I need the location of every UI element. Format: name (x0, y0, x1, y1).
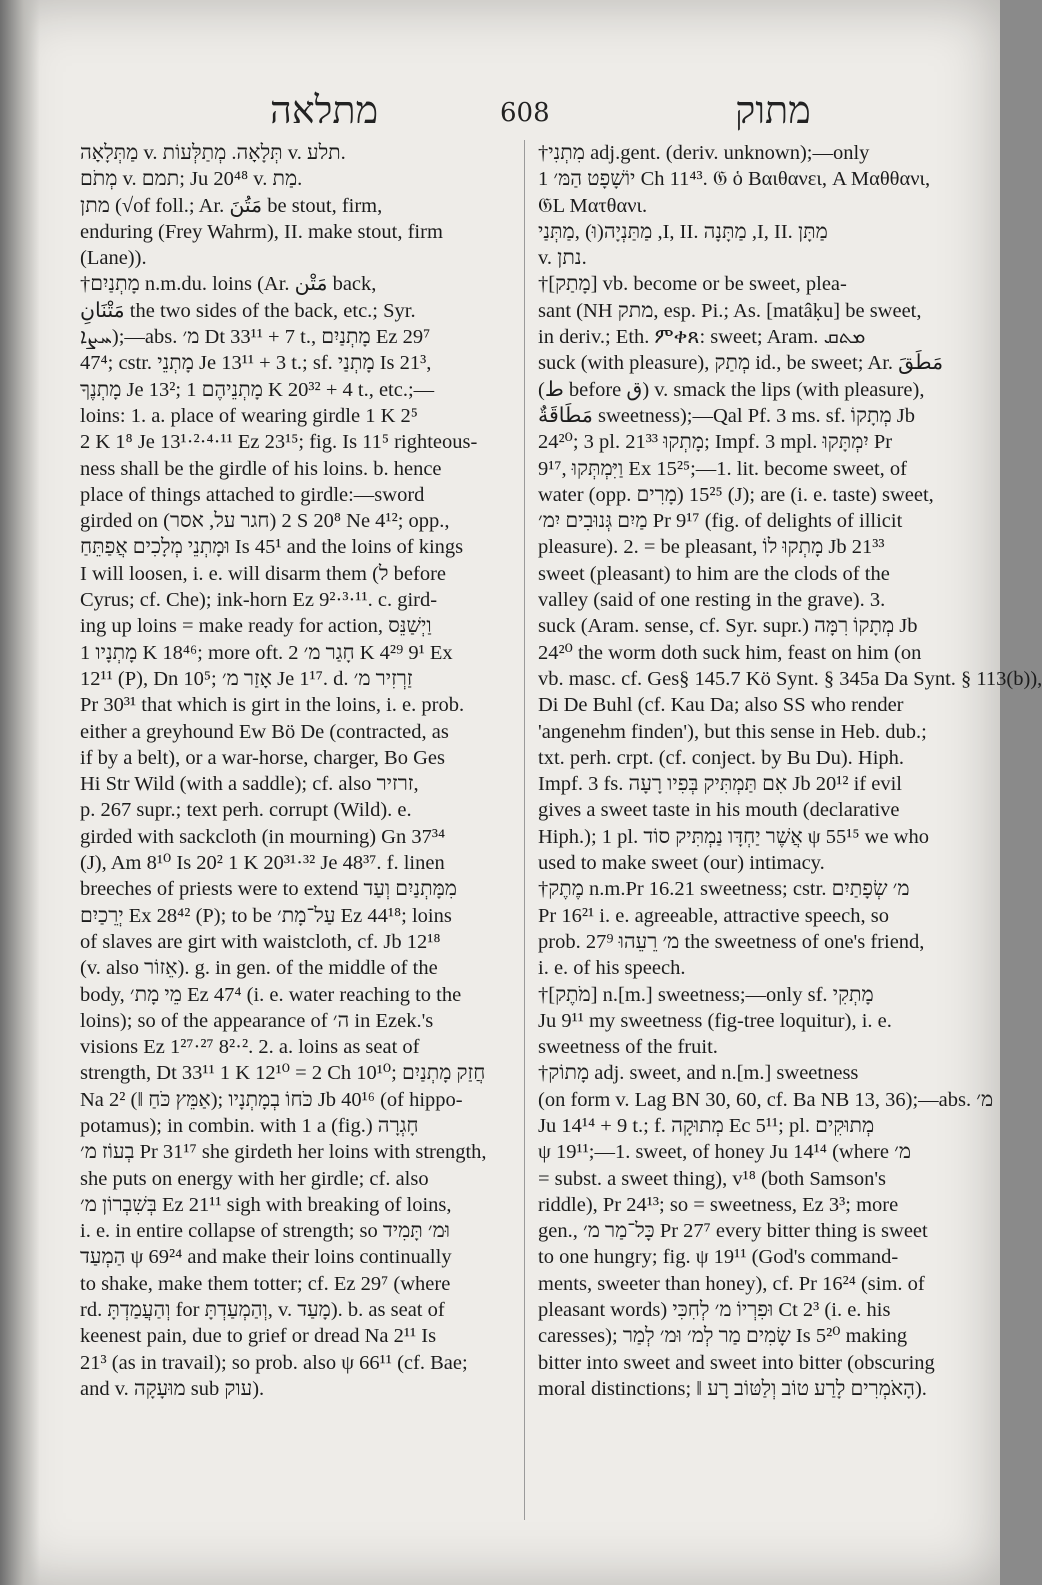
left-column-line: וּמָתְנֵי מְלָכִים אֲפַתֵּחַ Is 45¹ and the loins of kings (80, 536, 464, 559)
right-column-line: txt. perh. crpt. (cf. conject. by Bu Du). Hiph. (538, 746, 905, 769)
left-column-line: 2 K 1⁸ Je 13¹·²·⁴·¹¹ Ez 23¹⁵; fig. Is 11⁵ righteous- (80, 431, 478, 454)
right-column-line: Ju 9¹¹ my sweetness (fig-tree loquitur), i. e. (538, 1009, 892, 1032)
left-column-line: בְּשִׁבְרוֹן מ׳ Ez 21¹¹ sigh with breaking of loins, (80, 1193, 452, 1216)
left-column-line: p. 267 supr.; text perh. corrupt (Wild). e. (80, 799, 412, 822)
right-column-line: ψ 19¹¹;—1. sweet, of honey Ju 14¹⁴ (where מ׳ (538, 1141, 911, 1164)
right-column-line: riddle), Pr 24¹³; so = sweetness, Ez 3³; more (538, 1193, 899, 1216)
right-column-line: v. נתן. (538, 247, 587, 270)
right-column-line: מַתַּנְיָה(וּ) ,מַתְּנַי ,I, II. מַתָּנָה ,I, II. מַתָּן (538, 220, 828, 243)
right-column-line: = subst. a sweet thing), v¹⁸ (both Samson's (538, 1167, 886, 1190)
right-column-line: pleasant words) וּפִרְיוֹ מ׳ לְחִכִּי Ct 2³ (i. e. his (538, 1299, 891, 1322)
right-column-line: caresses); שָׂמִים מַר לְמ׳ וּמ׳ לְמַר Is 5²⁰ making (538, 1325, 908, 1348)
running-head (0, 88, 1000, 138)
left-column-line: ing up loins = make ready for action, וַיְשַׁנֵּס (80, 615, 432, 638)
right-column-line: pleasure). 2. = be pleasant, מָתְקוּ לוֹ Jb 21³³ (538, 536, 885, 559)
right-column-line: ments, sweeter than honey), cf. Pr 16²⁴ (sim. of (538, 1272, 925, 1295)
left-column-line: I will loosen, i. e. will disarm them (ל before (80, 562, 446, 585)
left-column-line: (v. also אֵזוֹר). g. in gen. of the middle of the (80, 957, 438, 980)
right-column-line: sant (NH מתק, esp. Pi.; As. [matâḳu] be sweet, (538, 299, 922, 322)
right-column-line: 9¹⁷, וַיִּמְתְּקוּ Ex 15²⁵;—1. lit. become sweet, of (538, 457, 908, 480)
left-column-line: הַמְעַד ψ 69²⁴ and make their loins continually (80, 1246, 452, 1269)
left-column-line: Cyrus; cf. Che); ink-horn Ez 9²·³·¹¹. c. gird- (80, 589, 438, 612)
right-column-line: Impf. 3 fs. אִם תַּמְתִּיק בְּפִיו רָעָה Jb 20¹² if evil (538, 773, 903, 796)
right-column-line: Hiph.); 1 pl. אֲשֶׁר יַחְדָּו נַמְתִּיק סוֹד ψ 55¹⁵ we who (538, 825, 929, 848)
left-column-line: visions Ez 1²⁷·²⁷ 8²·². 2. a. loins as seat of (80, 1036, 420, 1059)
left-column-line: 12¹¹ (P), Dn 10⁵; אָזַר מ׳ Je 1¹⁷. d. זַרְזִיר מ׳ (80, 667, 413, 690)
right-column-line: suck (Aram. sense, cf. Syr. supr.) מְתָקוֹ רִמָּה Jb (538, 615, 918, 638)
right-column-line: vb. masc. cf. Ges§ 145.7 Kö Synt. § 345a Da Synt. § 113(b)), (538, 667, 1042, 690)
right-column-line: i. e. of his speech. (538, 957, 686, 980)
left-column (80, 140, 512, 1560)
left-column-line: ܚܨܐ);—abs. מ׳ Dt 33¹¹ + 7 t., מָתְנַיִם Ez 29⁷ (80, 326, 431, 349)
left-column-line: מַתְּלָאָה v. תְּלָאָה. מְתַלְּעוֹת v. תלע. (80, 142, 346, 164)
left-column-line: מָתְנָיו 1 K 18⁴⁶; more oft. חָגַר מ׳ 2 K 4²⁹ 9¹ Ex (80, 641, 453, 664)
left-column-line: יְרֵכַיִם Ex 28⁴² (P); to be עַל־מָת׳ Ez 44¹⁸; loins (80, 904, 452, 927)
left-column-line: מְתֹם v. תמם; Ju 20⁴⁸ v. מַת. (80, 168, 303, 191)
left-column-line: Pr 30³¹ that which is girt in the loins, i. e. prob. (80, 694, 465, 717)
left-column-line: בְעוֹז מ׳ Pr 31¹⁷ she girdeth her loins with strength, (80, 1141, 487, 1164)
left-column-line: †מָתְנַיִם n.m.du. loins (Ar. مَتْن back, (80, 273, 377, 296)
left-column-line: (J), Am 8¹⁰ Is 20² 1 K 20³¹·³² Je 48³⁷. f. linen (80, 852, 445, 875)
left-column-line: ness shall be the girdle of his loins. b. hence (80, 457, 442, 480)
right-column (538, 140, 1042, 1560)
left-column-line: potamus); in combin. with 1 a (fig.) חָגְרָה (80, 1114, 419, 1137)
left-column-line: 21³ (as in travail); so prob. also ψ 66¹¹ (cf. Bae; (80, 1351, 468, 1374)
left-column-line: to shake, make them totter; cf. Ez 29⁷ (where (80, 1272, 451, 1295)
left-column-line: girded with sackcloth (in mourning) Gn 37³⁴ (80, 825, 446, 848)
right-column-line: مَطَاقَةٌ sweetness);—Qal Pf. 3 ms. sf. מְתָקוֹ Jb (538, 404, 916, 427)
left-column-line: loins); so of the appearance of ה׳ in Ezek.'s (80, 1009, 434, 1032)
right-column-line: 'angenehm finden'), but this sense in Heb. dub.; (538, 720, 927, 743)
left-column-line: if by a belt), or a war-horse, charger, Bo Ges (80, 746, 445, 769)
left-column-line: מתן (√of foll.; Ar. مَتُنَ be stout, firm, (80, 194, 383, 217)
right-column-line: sweetness of the fruit. (538, 1036, 718, 1059)
right-column-line: 24²⁰; 3 pl. מָתְקוּ 21³³; Impf. 3 mpl. יִמְתָּקוּ Pr (538, 431, 893, 454)
left-column-line: she puts on energy with her girdle; cf. also (80, 1167, 429, 1190)
right-column-line: Pr 16²¹ i. e. agreeable, attractive speech, so (538, 904, 889, 927)
right-column-line: †[מֹתֶק] n.[m.] sweetness;—only sf. מָתְקִי (538, 983, 874, 1006)
left-column-line: Hi Str Wild (with a saddle); cf. also זרזיר, (80, 773, 419, 796)
left-column-line: of slaves are girt with waistcloth, cf. Jb 12¹⁸ (80, 930, 441, 953)
left-column-line: body, מֵי מָת׳ Ez 47⁴ (i. e. water reaching to the (80, 983, 462, 1006)
right-column-line: (on form v. Lag BN 30, 60, cf. Ba NB 13, 36);—abs. מ׳ (538, 1088, 994, 1111)
right-column-line: to one hungry; fig. ψ 19¹¹ (God's command- (538, 1246, 899, 1269)
right-column-line: Ju 14¹⁴ + 9 t.; f. מְתוּקָה Ec 5¹¹; pl. מְתוּקִים (538, 1114, 875, 1137)
right-column-line: gives a sweet taste in his mouth (declarative (538, 799, 900, 822)
right-column-line: †מָתוֹק adj. sweet, and n.[m.] sweetness (538, 1062, 859, 1085)
page-number: 608 (500, 98, 550, 128)
right-column-line: יוֹשָׁפָט הַמּ׳ 1 Ch 11⁴³. 𝔊 ὁ Βαιθανει, A Μαθθανι, (538, 168, 931, 191)
right-column-line: 24²⁰ the worm doth suck him, feast on him (on (538, 641, 922, 664)
left-column-line: place of things attached to girdle:—sword (80, 483, 425, 506)
right-column-line: water (opp. מָרִים) 15²⁵ (J); are (i. e. taste) sweet, (538, 483, 934, 506)
right-column-line: in deriv.; Eth. ምቀጸ: sweet; Aram. ܡܬܩ (538, 326, 866, 349)
left-column-line: loins: 1. a. place of wearing girdle 1 K 2⁵ (80, 404, 418, 427)
running-head-left: מתלאה (270, 88, 379, 132)
right-column-line: †מֶתֶק n.m.Pr 16.21 sweetness; cstr. מ׳ שְׂפָתַיִם (538, 878, 910, 901)
right-column-line: 𝔊L Ματθανι. (538, 194, 648, 217)
left-column-line: מָתְנֶךָ Je 13²; מָתְנֵיהֶם 1 K 20³² + 4 t., etc.;— (80, 378, 435, 401)
right-column-line: †[מָתַק] vb. become or be sweet, plea- (538, 273, 847, 296)
right-column-line: (ط before ق) v. smack the lips (with pleasure), (538, 378, 925, 401)
right-column-line: suck (with pleasure), מְתַק id., be sweet; Ar. مَطَقَ (538, 352, 944, 375)
right-column-line: †מִתְנִי adj.gent. (deriv. unknown);—only (538, 142, 870, 164)
left-column-line: strength, Dt 33¹¹ 1 K 12¹⁰ = 2 Ch 10¹⁰; חֲזַק מָתְנַיִם (80, 1062, 486, 1085)
left-column-line: girded on (חגר על, אסר) 2 S 20⁸ Ne 4¹²; opp., (80, 510, 450, 533)
left-column-line: enduring (Frey Wahrm), II. make stout, firm (80, 220, 443, 243)
left-column-line: Na 2² (‖ אַמֵּץ כֹּחַ); כֹּחוֹ בְמָתְנָיו Jb 40¹⁶ (of hippo- (80, 1088, 463, 1111)
left-column-line: (Lane)). (80, 247, 147, 270)
left-column-line: breeches of priests were to extend מִמָּתְנַיִם וְעַד (80, 878, 457, 901)
left-column-line: مَتْنَانِ the two sides of the back, etc.; Syr. (80, 299, 416, 322)
page-edge-shadow (0, 0, 40, 1585)
right-column-line: מַיִם גְּנוּבִים יִמ׳ Pr 9¹⁷ (fig. of delights of illicit (538, 510, 903, 533)
right-column-line: used to make sweet (our) intimacy. (538, 852, 825, 875)
left-column-line: and v. מוּעָקָה sub עוק). (80, 1377, 265, 1400)
right-column-line: sweet (pleasant) to him are the clods of the (538, 562, 890, 585)
left-column-line: rd. וְהַעֲמַדְתָּ for וְהַמְעַדְתָּ, v. מָעַד). b. as seat of (80, 1299, 445, 1322)
right-column-line: valley (said of one resting in the grave). 3. (538, 589, 886, 612)
right-column-line: bitter into sweet and sweet into bitter (obscuring (538, 1351, 935, 1374)
left-column-line: either a greyhound Ew Bö De (contracted, as (80, 720, 449, 743)
right-column-line: Di De Buhl (cf. Kau Da; also SS who render (538, 694, 904, 717)
left-column-line: 47⁴; cstr. מָתְנֵי Je 13¹¹ + 3 t.; sf. מָתְנַי Is 21³, (80, 352, 432, 375)
right-column-line: moral distinctions; ‖ הָאֹמְרִים לָרַע טוֹב וְלַטּוֹב רָע). (538, 1377, 927, 1400)
right-column-line: prob. מ׳ רֵעֵהוּ 27⁹ the sweetness of one's friend, (538, 930, 925, 953)
column-rule (524, 140, 525, 1520)
right-column-line: gen., כָּל־מַר מ׳ Pr 27⁷ every bitter thing is sweet (538, 1220, 928, 1243)
left-column-line: i. e. in entire collapse of strength; so וּמ׳ תָּמִיד (80, 1220, 451, 1243)
left-column-line: keenest pain, due to grief or dread Na 2¹¹ Is (80, 1325, 437, 1348)
running-head-right: מתוק (735, 88, 811, 132)
